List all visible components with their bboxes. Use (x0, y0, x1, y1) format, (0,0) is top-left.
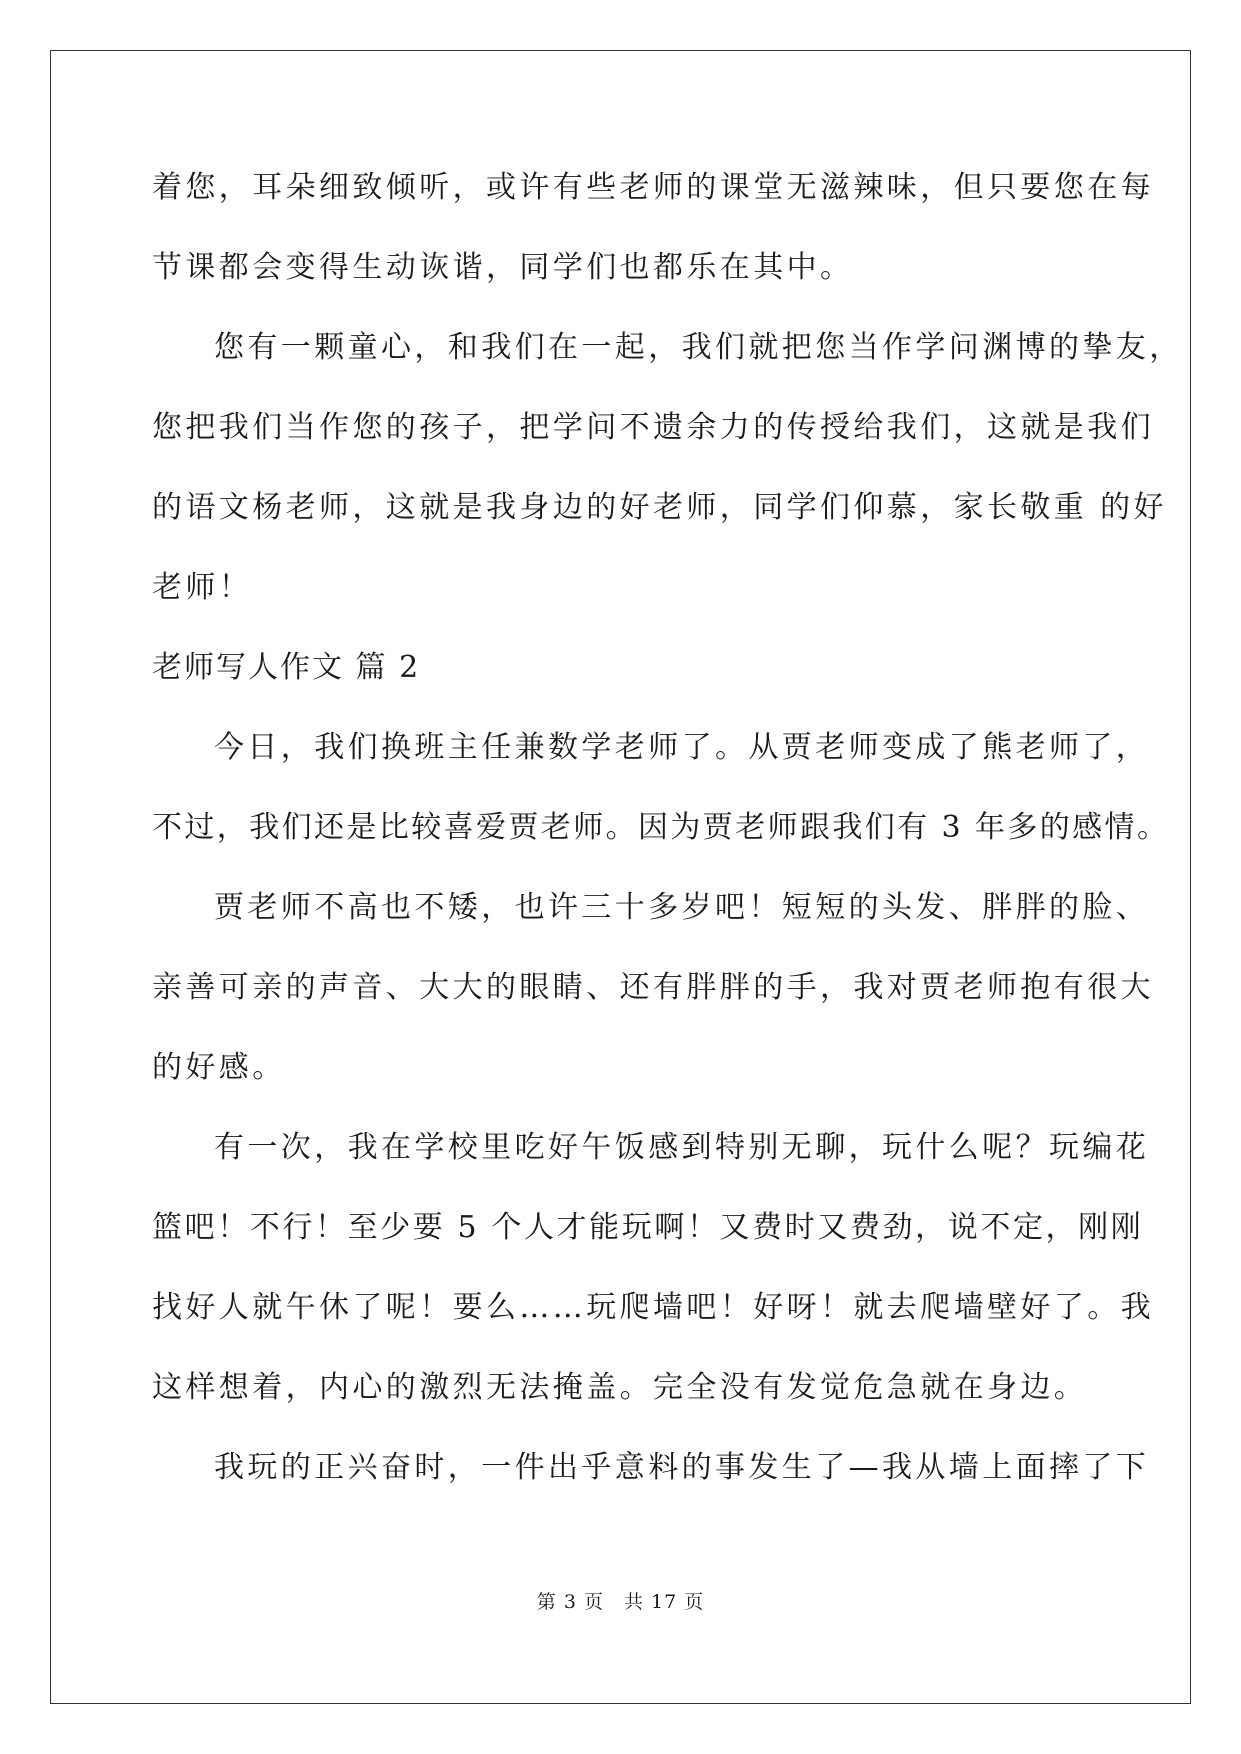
text-line-16: 这样想着，内心的激烈无法掩盖。完全没有发觉危急就在身边。 (152, 1370, 1088, 1405)
paragraph-start-line: 有一次，我在学校里吃好午饭感到特别无聊，玩什么呢？玩编花 (214, 1130, 1150, 1165)
text-line-5: 的语文杨老师，这就是我身边的好老师，同学们仰慕，家长敬重 的好 (152, 490, 1167, 525)
text-line-2: 节课都会变得生动诙谐，同学们也都乐在其中。 (152, 250, 854, 285)
text-line-14: 篮吧！不行！至少要 5 个人才能玩啊！又费时又费劲，说不定，刚刚 (152, 1210, 1144, 1245)
text-line-11: 亲善可亲的声音、大大的眼睛、还有胖胖的手，我对贾老师抱有很大 (152, 970, 1154, 1005)
text-line-6: 老师！ (152, 570, 253, 605)
text-line-9: 不过，我们还是比较喜爱贾老师。因为贾老师跟我们有 3 年多的感情。 (152, 810, 1170, 845)
text-line-15: 找好人就午休了呢！要么……玩爬墙吧！好呀！就去爬墙壁好了。我 (152, 1290, 1154, 1325)
page-number: 第 3 页 (536, 1591, 604, 1613)
text-line-12: 的好感。 (152, 1050, 286, 1085)
paragraph-start-line: 您有一颗童心，和我们在一起，我们就把您当作学问渊博的挚友， (214, 330, 1183, 365)
total-pages: 共 17 页 (623, 1591, 705, 1613)
text-line-1: 着您，耳朵细致倾听，或许有些老师的课堂无滋辣味，但只要您在每 (152, 170, 1154, 205)
page-footer (0, 1590, 1241, 1614)
paragraph-start-line: 贾老师不高也不矮，也许三十多岁吧！短短的头发、胖胖的脸、 (214, 890, 1150, 925)
paragraph-start-line: 我玩的正兴奋时，一件出乎意料的事发生了—我从墙上面摔了下 (214, 1450, 1150, 1485)
section-heading: 老师写人作文 篇 2 (152, 650, 421, 685)
paragraph-start-line: 今日，我们换班主任兼数学老师了。从贾老师变成了熊老师了， (214, 730, 1150, 765)
text-line-4: 您把我们当作您的孩子，把学问不遗余力的传授给我们，这就是我们 (152, 410, 1154, 445)
